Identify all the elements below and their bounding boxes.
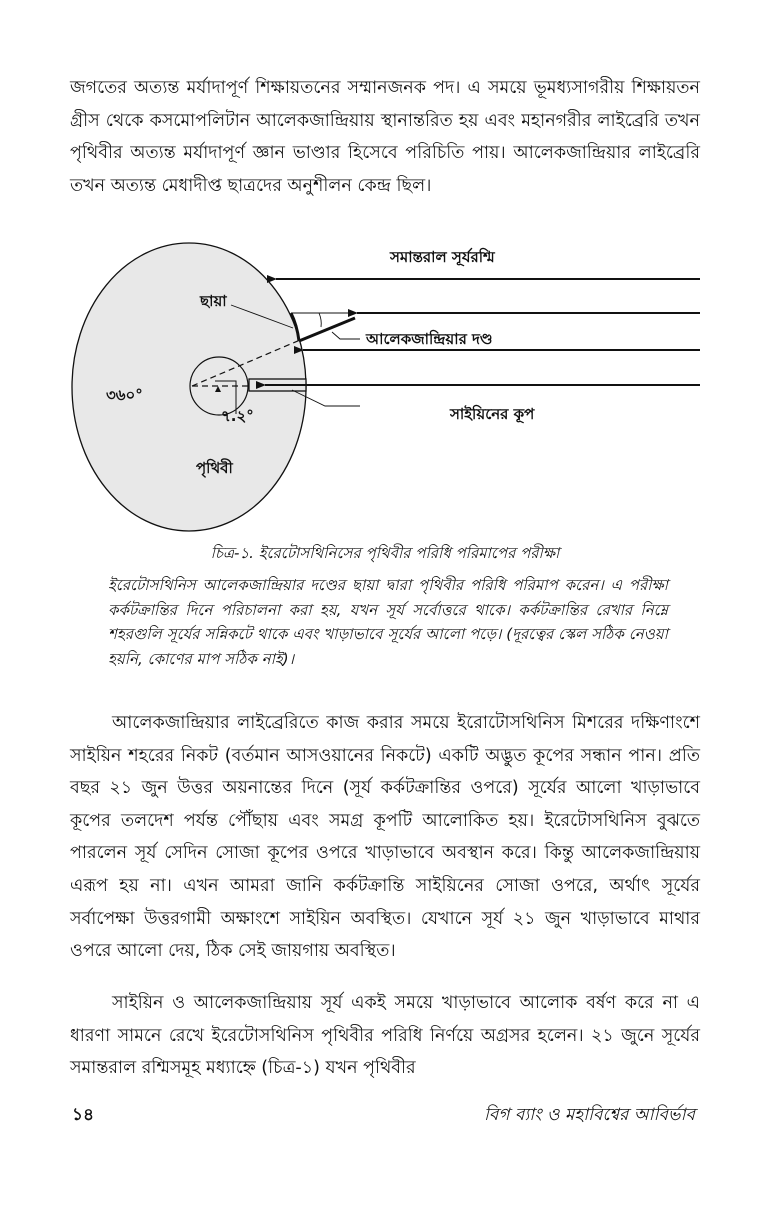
figure-caption-body: ইরেটোসথিনিস আলেকজান্দ্রিয়ার দণ্ডের ছায়া দ্বারা পৃথিবীর পরিধি পরিমাপ করেন। এ পরীক্ষা কর্কটক্রান্তির দিনে পরিচালনা করা হয়, যখন সূর্য সর্বোত্তরে থাকে। কর্কটক্রান্তির রেখার নিম্নে শহরগুলি সূর্যের সন্নিকটে থাকে এবং খাড়াভাবে সূর্যের আলো পড়ে। (দূরত্বের স্কেল সঠিক নেওয়া হয়নি, কোণের মাপ সঠিক নাই)। [108, 576, 668, 668]
figure-caption-title: চিত্র-১. ইরেটোসথিনিসের পৃথিবীর পরিধি পরিমাপের পরীক্ষা [210, 544, 560, 562]
alexandria-rod [299, 318, 355, 341]
label-angle: ৭.২° [221, 407, 254, 425]
eratosthenes-diagram [0, 225, 773, 545]
rod-angle-arc [319, 313, 321, 327]
paragraph-circumference: সাইয়িন ও আলেকজান্দ্রিয়ায় সূর্য একই সময়ে খাড়াভাবে আলোক বর্ষণ করে না এ ধারণা সামনে রেখে ইরেটোসথিনিস পৃথিবীর পরিধি নির্ণয়ে অগ্রসর হলেন। ২১ জুনে সূর্যের সমান্তরাল রশ্মিসমূহ মধ্যাহ্নে (চিত্র-১) যখন পৃথিবীর [70, 993, 700, 1079]
rod-leader [332, 332, 360, 339]
label-parallel-rays: সমান্তরাল সূর্যরশ্মি [390, 248, 495, 266]
running-footer-title: বিগ ব্যাং ও মহাবিশ্বের আবির্ভাব [484, 1105, 695, 1125]
paragraph-syene-well: আলেকজান্দ্রিয়ার লাইব্রেরিতে কাজ করার সময়ে ইরোটোসথিনিস মিশরের দক্ষিণাংশে সাইয়িন শহরের নিকট (বর্তমান আসওয়ানের নিকটে) একটি অদ্ভুত কূপের সন্ধান পান। প্রতি বছর ২১ জুন উত্তর অয়নান্তের দিনে (সূর্য কর্কটক্রান্তির ওপরে) সূর্যের আলো খাড়াভাবে কূপের তলদেশ পর্যন্ত পৌঁছায় এবং সমগ্র কূপটি আলোকিত হয়। ইরেটোসথিনিস বুঝতে পারলেন সূর্য সেদিন সোজা কূপের ওপরে খাড়াভাবে অবস্থান করে। কিন্তু আলেকজান্দ্রিয়ায় এরূপ হয় না। এখন আমরা জানি কর্কটক্রান্তি সাইয়িনের সোজা ওপরে, অর্থাৎ সূর্যের সর্বাপেক্ষা উত্তরগামী অক্ষাংশে সাইয়িন অবস্থিত। যেখানে সূর্য ২১ জুন খাড়াভাবে মাথার ওপরে আলো দেয়, ঠিক সেই জায়গায় অবস্থিত। [70, 713, 700, 962]
paragraph-intro: জগতের অত্যন্ত মর্যাদাপূর্ণ শিক্ষায়তনের সম্মানজনক পদ। এ সময়ে ভূমধ্যসাগরীয় শিক্ষায়তন গ্রীস থেকে কসমোপলিটান আলেকজান্দ্রিয়ায় স্থানান্তরিত হয় এবং মহানগরীর লাইব্রেরি তখন পৃথিবীর অত্যন্ত মর্যাদাপূর্ণ জ্ঞান ভাণ্ডার হিসেবে পরিচিতি পায়। আলেকজান্দ্রিয়ার লাইব্রেরি তখন অত্যন্ত মেধাদীপ্ত ছাত্রদের অনুশীলন কেন্দ্র ছিল। [70, 78, 700, 196]
label-well: সাইয়িনের কূপ [450, 405, 535, 423]
label-rod: আলেকজান্দ্রিয়ার দণ্ড [366, 330, 493, 348]
label-earth: পৃথিবী [196, 459, 233, 477]
page-number: ১৪ [72, 1105, 95, 1125]
label-shadow: ছায়া [200, 292, 227, 310]
label-full-angle: ৩৬০° [106, 386, 143, 404]
